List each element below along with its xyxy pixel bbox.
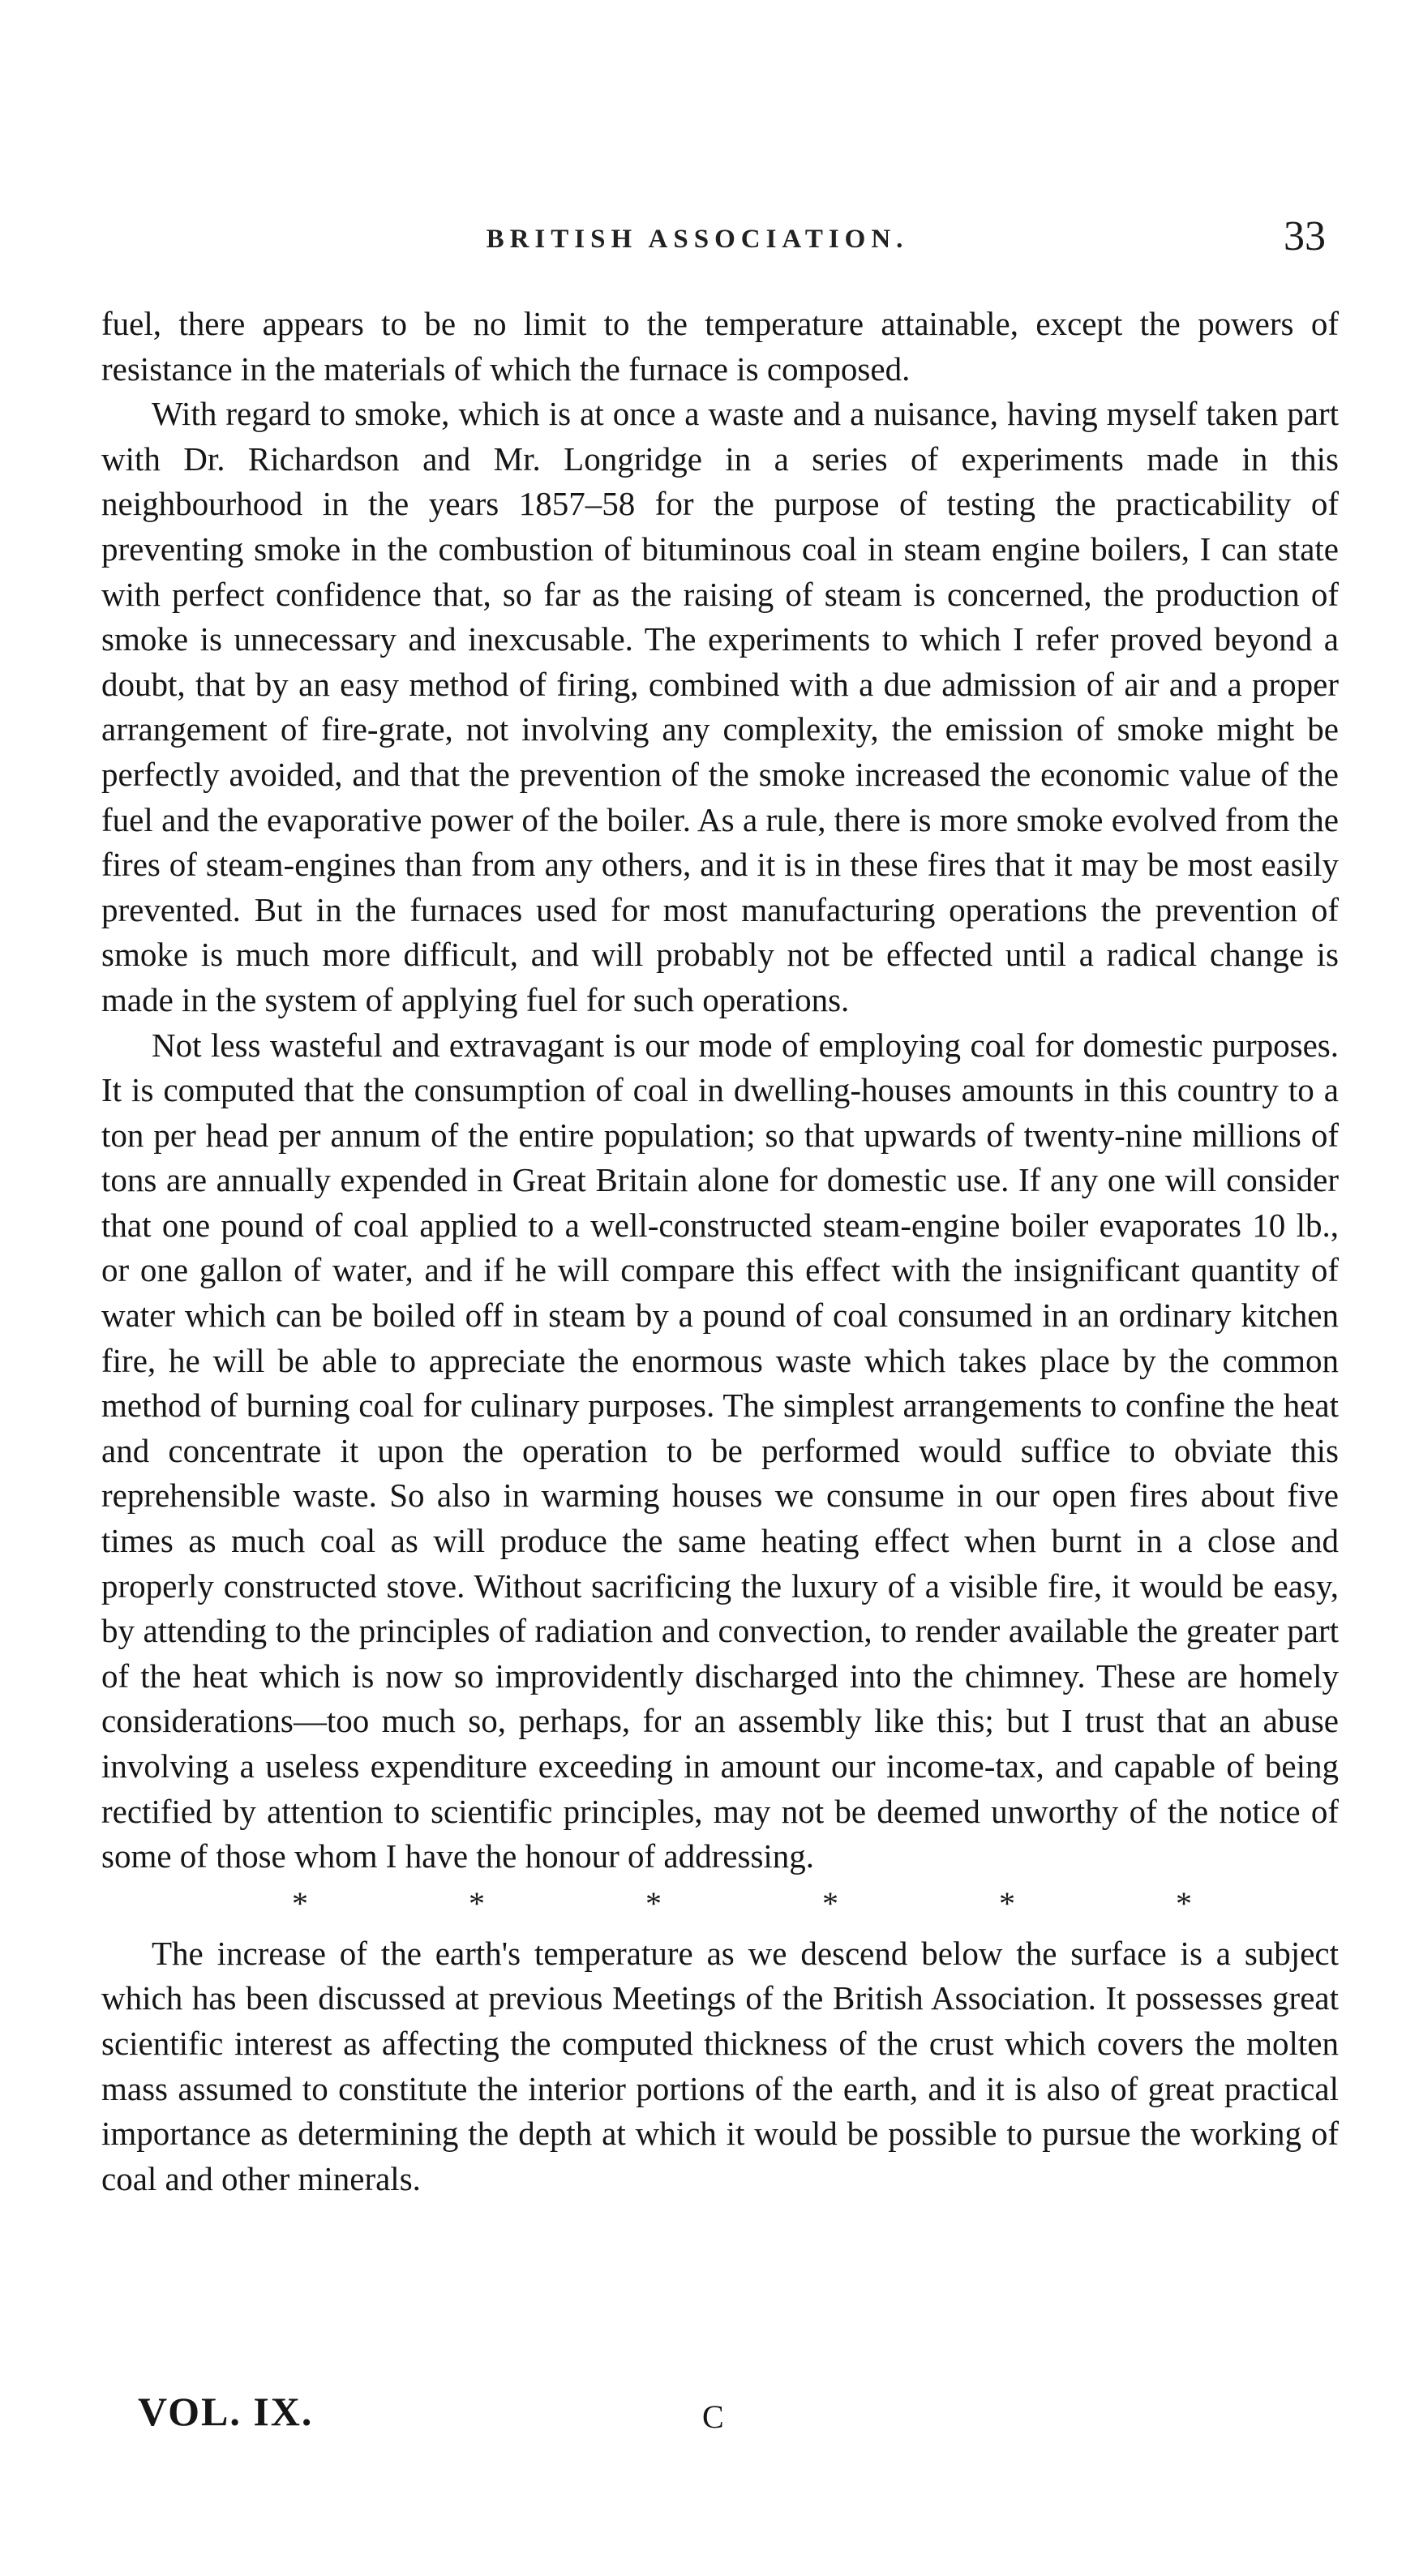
paragraph-smoke: With regard to smoke, which is at once a waste and a nuisance, having myself taken part with Dr. Richardson and Mr. Longridge in a series of experiments made in this neighbourhood in the years 1857–58 for the purpose of testing the practicability of preventing smoke in the combustion of bituminous coal in steam engine boilers, I can state with perfect confidence that, so far as the raising of steam is concerned, the production of smoke is unnecessary and inexcusable. The experiments to which I refer proved beyond a doubt, that by an easy method of firing, combined with a due admission of air and a proper arrangement of fire-grate, not involving any complexity, the emission of smoke might be perfectly avoided, and that the prevention of the smoke increased the economic value of the fuel and the evaporative power of the boiler. As a rule, there is more smoke evolved from the fires of steam-engines than from any others, and it is in these fires that it may be most easily prevented. But in the furnaces used for most manufacturing operations the prevention of smoke is much more difficult, and will probably not be effected until a radical change is made in the system of applying fuel for such operations. — [101, 395, 1339, 1018]
running-title: BRITISH ASSOCIATION. — [486, 225, 909, 254]
signature-mark: C — [702, 2398, 724, 2435]
separator-asterisk: * — [469, 1884, 485, 1922]
volume-label: VOL. IX. — [138, 2389, 314, 2434]
paragraph-domestic-coal: Not less wasteful and extravagant is our mode of employing coal for domestic purposes. It is computed that the consumption of coal in dwelling-houses amounts in this country to a ton per head per annum of the entire population; so that upwards of twenty-nine millions of tons are annually expended in Great Britain alone for domestic use. If any one will consider that one pound of coal applied to a well-constructed steam-engine boiler evaporates 10 lb., or one gallon of water, and if he will compare this effect with the insignificant quantity of water which can be boiled off in steam by a pound of coal consumed in an ordinary kitchen fire, he will be able to appreciate the enormous waste which takes place by the common method of burning coal for culinary purposes. The simplest arrangements to confine the heat and concentrate it upon the operation to be performed would suffice to obviate this reprehensible waste. So also in warming houses we consume in our open fires about five times as much coal as will produce the same heating effect when burnt in a close and properly constructed stove. Without sacrificing the luxury of a visible fire, it would be easy, by attending to the principles of radiation and convection, to render available the greater part of the heat which is now so improvidently discharged into the chimney. These are homely considerations—too much so, perhaps, for an assembly like this; but I trust that an abuse involving a useless expenditure exceeding in amount our income-tax, and capable of being rectified by attention to scientific principles, may not be deemed unworthy of the notice of some of those whom I have the honour of addressing. — [101, 1026, 1339, 1875]
separator-asterisk: * — [292, 1884, 308, 1922]
paragraph-continuation: fuel, there appears to be no limit to the temperature attainable, except the powers of resistance in the materials of which the furnace is composed. — [101, 305, 1339, 388]
body-text — [101, 302, 1339, 2201]
separator-asterisk: * — [999, 1884, 1015, 1922]
paragraph-earth-temperature: The increase of the earth's temperature as we descend below the surface is a subject which has been discussed at previous Meetings of the British Association. It possesses great scientific interest as affecting the computed thickness of the crust which covers the molten mass assumed to constitute the interior portions of the earth, and it is also of great practical importance as determining the depth at which it would be possible to pursue the working of coal and other minerals. — [101, 1934, 1339, 2197]
separator-asterisk: * — [1176, 1884, 1192, 1922]
separator-asterisk: * — [645, 1884, 662, 1922]
section-separator — [292, 1883, 1192, 1925]
separator-asterisk: * — [822, 1884, 838, 1922]
page-number: 33 — [1284, 213, 1326, 259]
page-footer — [138, 2388, 1273, 2445]
